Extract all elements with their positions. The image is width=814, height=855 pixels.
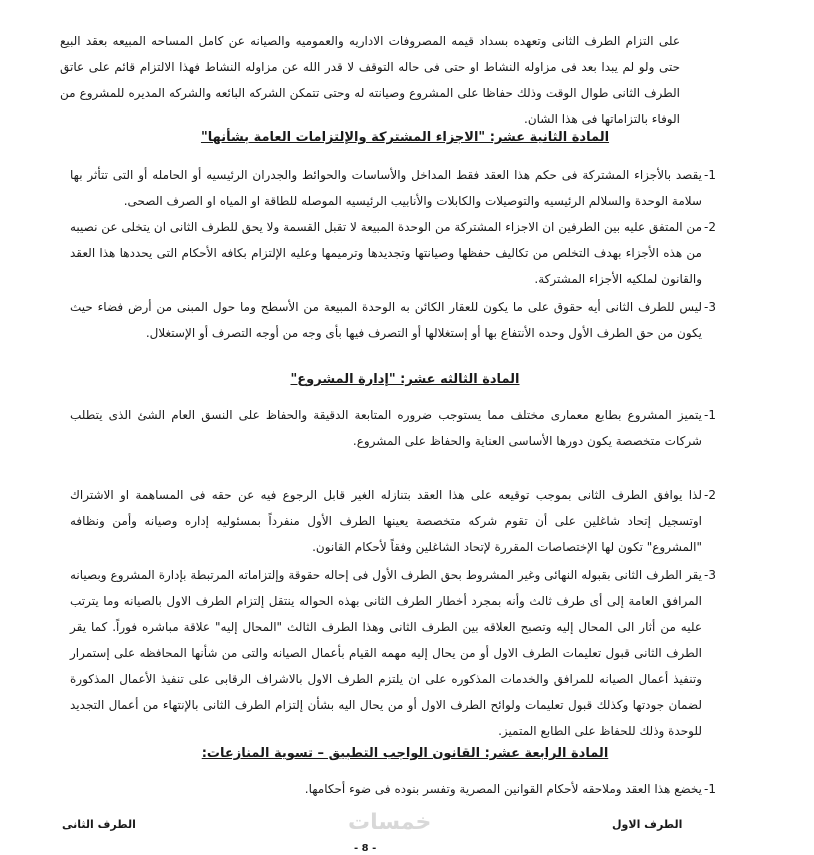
item-text: ليس للطرف الثانى أيه حقوق على ما يكون للعقار الكائن به الوحدة المبيعة من الأسطح وما حول المبنى من أرض فضاء حيث يكون من حق الطرف الأول وحده الأنتفاع بها أو إستغلالها أو التصرف فيها بأى وجه من أوجه التصرف أو الإستغلال. (70, 300, 702, 340)
article-12-item-1 (70, 162, 716, 214)
item-number: -1 (704, 408, 716, 422)
item-number: -1 (704, 782, 716, 796)
item-number: -3 (704, 568, 716, 582)
item-text: يقر الطرف الثانى بقبوله النهائى وغير المشروط بحق الطرف الأول فى إحاله حقوقة وإلتزاماته المرتبطة بإدارة المشروع وبصيانه المرافق العامة إلى أى طرف ثالث وأنه بمجرد أخطار الطرف الثانى بهذه الحواله ينتقل إلتزام الطرف الاول بالصيانه وما يترتب عليه من أثار الى المحال إليه وتصبح العلاقه بين الطرف الثانى وهذا الطرف الثالث "المحال إليه" علاقة مباشره فوراً. كما يقر الطرف الثانى قبول تعليمات الطرف الاول أو من يحال إليه مهمه القيام بأعمال الصيانه والتى من شأنها المحافظه على إستمرار وتنفيذ أعمال الصيانه للمرافق والخدمات المذكوره على ان يلتزم الطرف الاول بالاشراف الرقابى على تنفيذ الأعمال المذكورة لضمان جودتها وكذلك قبول تعليمات ولوائح الطرف الاول أو من يحال اليه بشأن إلتزام الطرف الثانى بالإنتهاء من أعمال التجديد للوحدة وذلك للحفاظ على الطابع المتميز. (70, 568, 702, 738)
item-text: يخضع هذا العقد وملاحقه لأحكام القوانين المصرية وتفسر بنوده فى ضوء أحكامها. (304, 782, 702, 796)
item-number: -1 (704, 168, 716, 182)
article-12-item-3 (70, 294, 716, 346)
intro-paragraph: على التزام الطرف الثانى وتعهده بسداد قيمه المصروفات الاداريه والعموميه والصيانه عن كامل المساحه المبيعه بعقد البيع حتى ولو لم يبدا بعد فى مزاوله النشاط او حتى فى حاله التوقف لا قدر الله عن مزاوله النشاط فهذا الالتزام قائم على عاتق الطرف الثانى طوال الوقت وذلك حفاظا على المشروع وصيانته له وحتى تتمكن الشركه البائعه والشركه المديره للمشروع من الوفاء بالتزاماتها فى هذا الشان. (60, 34, 680, 126)
second-party-signature-label: الطرف الثانى (62, 818, 136, 831)
item-text: يتميز المشروع بطابع معمارى مختلف مما يستوجب ضروره المتابعة الدقيقة والحفاظ على النسق العام الشئ الذى يتطلب شركات متخصصة يكون دورها الأساسى العناية والحفاظ على المشروع. (70, 408, 702, 448)
article-13-item-2 (70, 482, 716, 560)
article-14-item-1 (70, 776, 716, 802)
item-text: من المتفق عليه بين الطرفين ان الاجزاء المشتركة من الوحدة المبيعة لا تقبل القسمة ولا يحق للطرف الثانى ان يتخلى عن نصيبه من هذه الأجزاء بهدف التخلص من تكاليف حفظها وصيانتها وتجديدها وترميمها وعليه الإلتزام بكافه الأحكام التى يحددها هذا العقد والقانون لملكيه الأجزاء المشتركة. (70, 220, 702, 286)
article-13-item-1 (70, 402, 716, 454)
item-number: -2 (704, 220, 716, 234)
item-text: لذا يوافق الطرف الثانى بموجب توقيعه على هذا العقد بتنازله الغير قابل الرجوع فيه عن حقه فى المساهمة او الاشتراك اوتسجيل إتحاد شاغلين على أن تقوم شركه متخصصة يعينها الطرف الأول منفرداً بمسئوليه إداره وصيانه وأمن ونظافه "المشروع" تكون لها الإختصاصات المقررة لإتحاد الشاغلين وفقاً لأحكام القانون. (70, 488, 702, 554)
first-party-signature-label: الطرف الاول (612, 818, 683, 831)
item-number: -2 (704, 488, 716, 502)
item-text: يقصد بالأجزاء المشتركة فى حكم هذا العقد فقط المداخل والأساسات والحوائط والجدران الرئيسيه أو الحامله أو التى تتأثر بها سلامة الوحدة والسلالم الرئيسيه والتوصيلات والكابلات والأنابيب الرئيسيه الموصله للطاقة او المياه او الصرف الصحى. (70, 168, 702, 208)
watermark-logo: خمسات (348, 810, 432, 835)
article-12-item-2 (70, 214, 716, 292)
page-number: - 8 - (354, 843, 377, 854)
article-13-heading: المادة الثالثه عشر: "إدارة المشروع" (290, 372, 520, 387)
article-13-item-3 (70, 562, 716, 744)
item-number: -3 (704, 300, 716, 314)
article-12-heading: المادة الثانية عشر: "الاجزاء المشتركة والإلتزامات العامة بشأنها" (200, 130, 610, 145)
article-14-heading: المادة الرابعة عشر: القانون الواجب التطبيق – تسوية المنازعات: (201, 746, 609, 761)
